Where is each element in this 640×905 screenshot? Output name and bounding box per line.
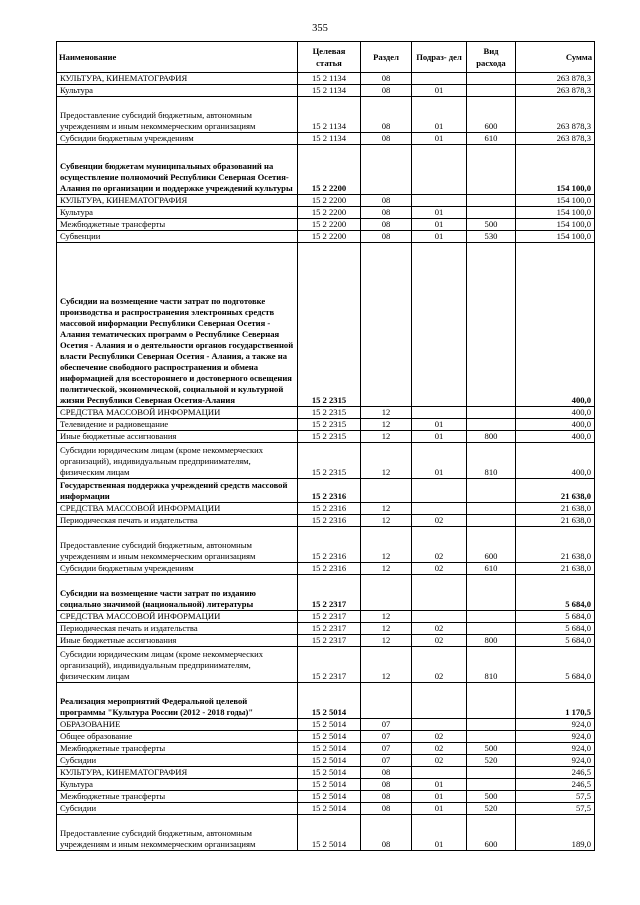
cell-name: Субсидии юридическим лицам (кроме некоммерческих организаций), индивидуальным предпринимателям, физическим лицам (57, 647, 298, 683)
table-row (57, 97, 595, 133)
table-row (57, 219, 595, 231)
budget-table (56, 41, 595, 851)
table-row (57, 563, 595, 575)
cell-amount: 5 684,0 (516, 635, 595, 647)
cell-amount: 1 170,5 (516, 683, 595, 719)
cell-section: 08 (361, 133, 412, 145)
cell-section: 08 (361, 803, 412, 815)
cell-name: Предоставление субсидий бюджетным, автономным учреждениям и иным некоммерческим организациям (57, 815, 298, 851)
cell-amount: 263 878,3 (516, 133, 595, 145)
cell-target-article: 15 2 2315 (298, 407, 361, 419)
cell-section: 12 (361, 407, 412, 419)
cell-subsection: 01 (412, 231, 467, 243)
cell-amount: 154 100,0 (516, 195, 595, 207)
cell-subsection: 02 (412, 755, 467, 767)
cell-target-article: 15 2 2315 (298, 243, 361, 407)
cell-amount: 21 638,0 (516, 503, 595, 515)
cell-target-article: 15 2 2315 (298, 443, 361, 479)
cell-expense-type (467, 145, 516, 195)
table-row (57, 743, 595, 755)
cell-amount: 924,0 (516, 719, 595, 731)
cell-amount: 154 100,0 (516, 231, 595, 243)
cell-subsection (412, 195, 467, 207)
cell-expense-type: 500 (467, 219, 516, 231)
cell-subsection (412, 575, 467, 611)
table-row (57, 231, 595, 243)
cell-name: Субсидии бюджетным учреждениям (57, 563, 298, 575)
cell-section: 08 (361, 195, 412, 207)
cell-section: 12 (361, 563, 412, 575)
table-row (57, 647, 595, 683)
cell-name: Субсидии (57, 803, 298, 815)
cell-expense-type: 520 (467, 803, 516, 815)
cell-target-article: 15 2 5014 (298, 767, 361, 779)
cell-expense-type (467, 719, 516, 731)
cell-expense-type (467, 479, 516, 503)
cell-target-article: 15 2 2316 (298, 503, 361, 515)
cell-expense-type: 810 (467, 647, 516, 683)
cell-section: 12 (361, 515, 412, 527)
table-row (57, 755, 595, 767)
cell-section: 07 (361, 719, 412, 731)
cell-section: 08 (361, 231, 412, 243)
cell-amount: 189,0 (516, 815, 595, 851)
cell-name: ОБРАЗОВАНИЕ (57, 719, 298, 731)
cell-section: 07 (361, 743, 412, 755)
cell-name: СРЕДСТВА МАССОВОЙ ИНФОРМАЦИИ (57, 407, 298, 419)
cell-target-article: 15 2 5014 (298, 779, 361, 791)
cell-subsection: 02 (412, 635, 467, 647)
cell-section: 07 (361, 731, 412, 743)
cell-amount: 57,5 (516, 803, 595, 815)
cell-section: 08 (361, 815, 412, 851)
cell-amount: 21 638,0 (516, 563, 595, 575)
cell-amount: 924,0 (516, 755, 595, 767)
cell-expense-type (467, 515, 516, 527)
cell-expense-type: 610 (467, 563, 516, 575)
table-row (57, 207, 595, 219)
table-row (57, 85, 595, 97)
cell-subsection: 01 (412, 133, 467, 145)
cell-amount: 21 638,0 (516, 515, 595, 527)
cell-expense-type (467, 731, 516, 743)
cell-subsection: 01 (412, 97, 467, 133)
cell-expense-type (467, 207, 516, 219)
cell-name: Предоставление субсидий бюджетным, автономным учреждениям и иным некоммерческим организациям (57, 97, 298, 133)
cell-expense-type: 500 (467, 791, 516, 803)
cell-amount: 400,0 (516, 243, 595, 407)
cell-section: 08 (361, 97, 412, 133)
cell-subsection: 02 (412, 647, 467, 683)
cell-expense-type: 600 (467, 815, 516, 851)
cell-expense-type: 520 (467, 755, 516, 767)
cell-name: Иные бюджетные ассигнования (57, 635, 298, 647)
table-row (57, 683, 595, 719)
cell-target-article: 15 2 2317 (298, 635, 361, 647)
cell-expense-type (467, 73, 516, 85)
cell-subsection (412, 503, 467, 515)
cell-subsection: 02 (412, 563, 467, 575)
table-row (57, 635, 595, 647)
cell-expense-type (467, 683, 516, 719)
cell-section: 08 (361, 85, 412, 97)
cell-name: Субвенции (57, 231, 298, 243)
cell-section: 08 (361, 73, 412, 85)
table-row (57, 407, 595, 419)
table-row (57, 133, 595, 145)
cell-amount: 5 684,0 (516, 647, 595, 683)
cell-amount: 400,0 (516, 407, 595, 419)
cell-section: 12 (361, 527, 412, 563)
cell-expense-type: 610 (467, 133, 516, 145)
cell-section (361, 145, 412, 195)
cell-expense-type: 600 (467, 97, 516, 133)
cell-name: Периодическая печать и издательства (57, 623, 298, 635)
cell-section (361, 575, 412, 611)
cell-target-article: 15 2 5014 (298, 719, 361, 731)
header-target-article: Целевая статья (298, 42, 361, 73)
cell-subsection (412, 767, 467, 779)
cell-subsection: 01 (412, 803, 467, 815)
cell-name: КУЛЬТУРА, КИНЕМАТОГРАФИЯ (57, 767, 298, 779)
cell-name: Телевидение и радиовещание (57, 419, 298, 431)
cell-target-article: 15 2 2316 (298, 515, 361, 527)
cell-target-article: 15 2 1134 (298, 85, 361, 97)
cell-subsection: 01 (412, 207, 467, 219)
cell-target-article: 15 2 1134 (298, 133, 361, 145)
header-subsection: Подраз- дел (412, 42, 467, 73)
cell-target-article: 15 2 2200 (298, 195, 361, 207)
cell-subsection: 02 (412, 527, 467, 563)
cell-name: СРЕДСТВА МАССОВОЙ ИНФОРМАЦИИ (57, 611, 298, 623)
table-row (57, 243, 595, 407)
cell-expense-type: 530 (467, 231, 516, 243)
cell-expense-type: 810 (467, 443, 516, 479)
cell-subsection (412, 73, 467, 85)
table-row (57, 611, 595, 623)
cell-target-article: 15 2 1134 (298, 97, 361, 133)
cell-expense-type (467, 623, 516, 635)
cell-subsection: 01 (412, 431, 467, 443)
cell-target-article: 15 2 2316 (298, 479, 361, 503)
cell-section: 08 (361, 207, 412, 219)
cell-amount: 263 878,3 (516, 85, 595, 97)
cell-name: Предоставление субсидий бюджетным, автономным учреждениям и иным некоммерческим организациям (57, 527, 298, 563)
cell-section (361, 479, 412, 503)
cell-amount: 400,0 (516, 419, 595, 431)
cell-amount: 246,5 (516, 779, 595, 791)
cell-target-article: 15 2 2315 (298, 431, 361, 443)
cell-name: КУЛЬТУРА, КИНЕМАТОГРАФИЯ (57, 73, 298, 85)
cell-name: Субвенции бюджетам муниципальных образований на осуществление полномочий Республики Северная Осетия-Алания по организации и поддержке учреждений культуры (57, 145, 298, 195)
cell-amount: 5 684,0 (516, 611, 595, 623)
cell-expense-type (467, 243, 516, 407)
cell-name: Культура (57, 779, 298, 791)
cell-expense-type (467, 767, 516, 779)
cell-expense-type (467, 575, 516, 611)
page-number: 355 (312, 23, 328, 34)
cell-section: 12 (361, 503, 412, 515)
cell-amount: 154 100,0 (516, 145, 595, 195)
cell-name: Общее образование (57, 731, 298, 743)
cell-expense-type (467, 611, 516, 623)
cell-subsection (412, 611, 467, 623)
cell-target-article: 15 2 2315 (298, 419, 361, 431)
cell-name: Субсидии на возмещение части затрат по подготовке производства и распространения электронных средств массовой информации Республики Северная Осетия - Алания тематических программ о Республике Северная Осетия - Алания и о деятельности органов государственной власти Республики Северная Осетия - Алания, а также на обеспечение свободного распространения и обмена информацией для всестороннего и достоверного освещения политической, экономической, социальной и культурной жизни Республики Северная Осетия-Алания (57, 243, 298, 407)
cell-target-article: 15 2 5014 (298, 815, 361, 851)
cell-target-article: 15 2 5014 (298, 755, 361, 767)
table-row (57, 803, 595, 815)
cell-target-article: 15 2 2317 (298, 575, 361, 611)
cell-subsection (412, 719, 467, 731)
header-section: Раздел (361, 42, 412, 73)
cell-target-article: 15 2 2200 (298, 207, 361, 219)
cell-target-article: 15 2 5014 (298, 743, 361, 755)
cell-section: 08 (361, 219, 412, 231)
cell-target-article: 15 2 2317 (298, 611, 361, 623)
cell-amount: 924,0 (516, 743, 595, 755)
cell-name: Субсидии юридическим лицам (кроме некоммерческих организаций), индивидуальным предпринимателям, физическим лицам (57, 443, 298, 479)
cell-expense-type (467, 779, 516, 791)
cell-expense-type: 600 (467, 527, 516, 563)
cell-name: Периодическая печать и издательства (57, 515, 298, 527)
cell-subsection: 01 (412, 815, 467, 851)
cell-target-article: 15 2 2200 (298, 219, 361, 231)
cell-expense-type (467, 503, 516, 515)
cell-section: 08 (361, 767, 412, 779)
cell-section (361, 683, 412, 719)
table-row (57, 767, 595, 779)
table-row (57, 503, 595, 515)
cell-amount: 924,0 (516, 731, 595, 743)
header-name: Наименование (57, 42, 298, 73)
cell-amount: 21 638,0 (516, 479, 595, 503)
table-body (57, 73, 595, 851)
cell-name: Культура (57, 207, 298, 219)
cell-name: Субсидии бюджетным учреждениям (57, 133, 298, 145)
cell-target-article: 15 2 5014 (298, 683, 361, 719)
cell-subsection (412, 145, 467, 195)
cell-target-article: 15 2 1134 (298, 73, 361, 85)
cell-subsection: 02 (412, 743, 467, 755)
cell-name: Межбюджетные трансферты (57, 791, 298, 803)
cell-section (361, 243, 412, 407)
cell-expense-type: 800 (467, 635, 516, 647)
cell-expense-type (467, 407, 516, 419)
cell-expense-type: 800 (467, 431, 516, 443)
cell-subsection: 02 (412, 623, 467, 635)
cell-subsection (412, 407, 467, 419)
cell-name: Государственная поддержка учреждений средств массовой информации (57, 479, 298, 503)
table-row (57, 515, 595, 527)
cell-target-article: 15 2 2316 (298, 563, 361, 575)
cell-name: Иные бюджетные ассигнования (57, 431, 298, 443)
cell-target-article: 15 2 5014 (298, 803, 361, 815)
cell-target-article: 15 2 2317 (298, 623, 361, 635)
cell-name: Субсидии на возмещение части затрат по изданию социально значимой (национальной) литературы (57, 575, 298, 611)
cell-expense-type (467, 419, 516, 431)
cell-amount: 263 878,3 (516, 73, 595, 85)
cell-amount: 21 638,0 (516, 527, 595, 563)
cell-subsection: 01 (412, 219, 467, 231)
table-row (57, 575, 595, 611)
cell-section: 12 (361, 611, 412, 623)
cell-amount: 400,0 (516, 443, 595, 479)
cell-section: 12 (361, 635, 412, 647)
cell-amount: 263 878,3 (516, 97, 595, 133)
cell-name: КУЛЬТУРА, КИНЕМАТОГРАФИЯ (57, 195, 298, 207)
cell-subsection (412, 683, 467, 719)
cell-section: 07 (361, 755, 412, 767)
cell-section: 12 (361, 419, 412, 431)
cell-target-article: 15 2 5014 (298, 731, 361, 743)
cell-name: Реализация мероприятий Федеральной целевой программы "Культура России (2012 - 2018 годы)" (57, 683, 298, 719)
cell-subsection (412, 479, 467, 503)
table-row (57, 731, 595, 743)
table-header-row (57, 42, 595, 73)
cell-expense-type (467, 85, 516, 97)
table-row (57, 479, 595, 503)
table-row (57, 431, 595, 443)
cell-subsection: 01 (412, 85, 467, 97)
cell-section: 12 (361, 623, 412, 635)
cell-subsection: 02 (412, 731, 467, 743)
table-row (57, 815, 595, 851)
cell-name: Межбюджетные трансферты (57, 743, 298, 755)
cell-name: Субсидии (57, 755, 298, 767)
cell-amount: 154 100,0 (516, 207, 595, 219)
cell-amount: 400,0 (516, 431, 595, 443)
table-row (57, 195, 595, 207)
cell-section: 08 (361, 779, 412, 791)
cell-name: СРЕДСТВА МАССОВОЙ ИНФОРМАЦИИ (57, 503, 298, 515)
cell-amount: 5 684,0 (516, 575, 595, 611)
cell-target-article: 15 2 2200 (298, 231, 361, 243)
cell-expense-type: 500 (467, 743, 516, 755)
cell-amount: 154 100,0 (516, 219, 595, 231)
cell-target-article: 15 2 2316 (298, 527, 361, 563)
header-amount: Сумма (516, 42, 595, 73)
cell-name: Культура (57, 85, 298, 97)
cell-expense-type (467, 195, 516, 207)
table-row (57, 443, 595, 479)
cell-section: 12 (361, 647, 412, 683)
cell-subsection: 02 (412, 515, 467, 527)
cell-section: 12 (361, 431, 412, 443)
cell-subsection: 01 (412, 419, 467, 431)
table-row (57, 719, 595, 731)
cell-target-article: 15 2 2317 (298, 647, 361, 683)
table-row (57, 623, 595, 635)
cell-section: 08 (361, 791, 412, 803)
cell-subsection: 01 (412, 779, 467, 791)
cell-amount: 246,5 (516, 767, 595, 779)
cell-subsection: 01 (412, 443, 467, 479)
table-row (57, 145, 595, 195)
cell-target-article: 15 2 2200 (298, 145, 361, 195)
header-expense-type: Вид расхода (467, 42, 516, 73)
table-row (57, 779, 595, 791)
cell-subsection: 01 (412, 791, 467, 803)
cell-subsection (412, 243, 467, 407)
cell-amount: 57,5 (516, 791, 595, 803)
cell-section: 12 (361, 443, 412, 479)
cell-amount: 5 684,0 (516, 623, 595, 635)
table-row (57, 527, 595, 563)
cell-name: Межбюджетные трансферты (57, 219, 298, 231)
table-row (57, 419, 595, 431)
cell-target-article: 15 2 5014 (298, 791, 361, 803)
table-row (57, 791, 595, 803)
table-row (57, 73, 595, 85)
